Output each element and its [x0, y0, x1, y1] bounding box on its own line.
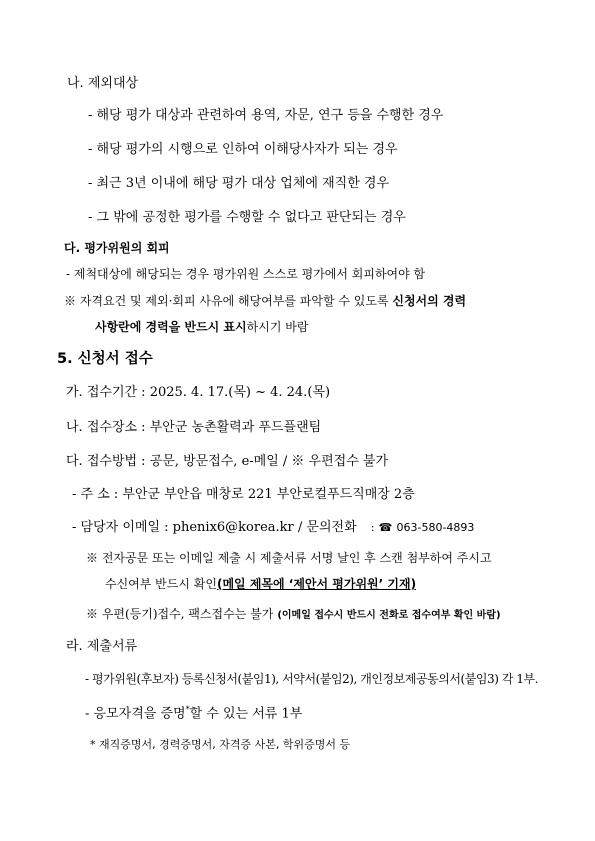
note-line	[64, 295, 466, 307]
list-item: - 최근 3년 이내에 해당 평가 대상 업체에 재직한 경우	[88, 176, 390, 191]
list-item	[85, 706, 302, 720]
phone-number: 063-580-4893	[396, 521, 475, 534]
footnote-marker: *	[185, 705, 190, 714]
contact-email: - 담당자 이메일 : phenix6@korea.kr / 문의전화	[72, 520, 357, 535]
note-text: 하시기 바람	[246, 320, 309, 334]
item-text: - 응모자격을 증명	[85, 706, 186, 722]
docs-title: 라. 제출서류	[66, 639, 138, 654]
section-da-title: 다. 평가위원의 회피	[64, 241, 170, 255]
note-emphasis: 사항란에 경력을 반드시 표시	[95, 320, 247, 334]
note-emphasis: 신청서의 경력	[392, 294, 467, 308]
address: - 주 소 : 부안군 부안읍 매창로 221 부안로컬푸드직매장 2층	[72, 487, 415, 502]
note-emphasis: (메일 제목에 ‘제안서 평가위원’ 기재)	[216, 577, 417, 591]
list-item: - 평가위원(후보자) 등록신청서(붙임1), 서약서(붙임2), 개인정보제공동의서(붙임3) 각 1부.	[85, 672, 539, 686]
note-line	[105, 578, 416, 590]
contact-line	[72, 521, 474, 534]
note-line	[86, 608, 501, 621]
period: 가. 접수기간 : 2025. 4. 17.(목) ~ 4. 24.(목)	[66, 385, 331, 400]
note-text: 수신여부 반드시 확인	[105, 577, 217, 591]
method: 다. 접수방법 : 공문, 방문접수, e-메일 / ※ 우편접수 불가	[66, 454, 389, 469]
note-text: ※ 우편(등기)접수, 팩스접수는 불가	[86, 607, 274, 621]
place: 나. 접수장소 : 부안군 농촌활력과 푸드플랜팀	[66, 420, 322, 435]
section-5-title: 5. 신청서 접수	[57, 351, 153, 367]
list-item: - 해당 평가의 시행으로 인하여 이해당사자가 되는 경우	[88, 142, 398, 157]
list-item: - 그 밖에 공정한 평가를 수행할 수 없다고 판단되는 경우	[88, 210, 406, 225]
list-item: - 제척대상에 해당되는 경우 평가위원 스스로 평가에서 회피하여야 함	[66, 267, 426, 281]
phone-icon: ☎	[378, 521, 393, 534]
note-text: ※ 자격요건 및 제외·회피 사유에 해당여부를 파악할 수 있도록	[64, 294, 393, 308]
list-item: - 해당 평가 대상과 관련하여 용역, 자문, 연구 등을 수행한 경우	[88, 108, 444, 123]
note-line: ※ 전자공문 또는 이메일 제출 시 제출서류 서명 날인 후 스캔 첨부하여 주시고	[86, 551, 492, 565]
phone-label: :	[370, 521, 375, 534]
footnote: * 재직증명서, 경력증명서, 자격증 사본, 학위증명서 등	[90, 738, 351, 751]
note-emphasis: (이메일 접수시 반드시 전화로 접수여부 확인 바람)	[277, 610, 501, 621]
item-text: 할 수 있는 서류 1부	[189, 706, 303, 722]
note-line	[95, 321, 308, 333]
section-na-title: 나. 제외대상	[67, 76, 139, 91]
